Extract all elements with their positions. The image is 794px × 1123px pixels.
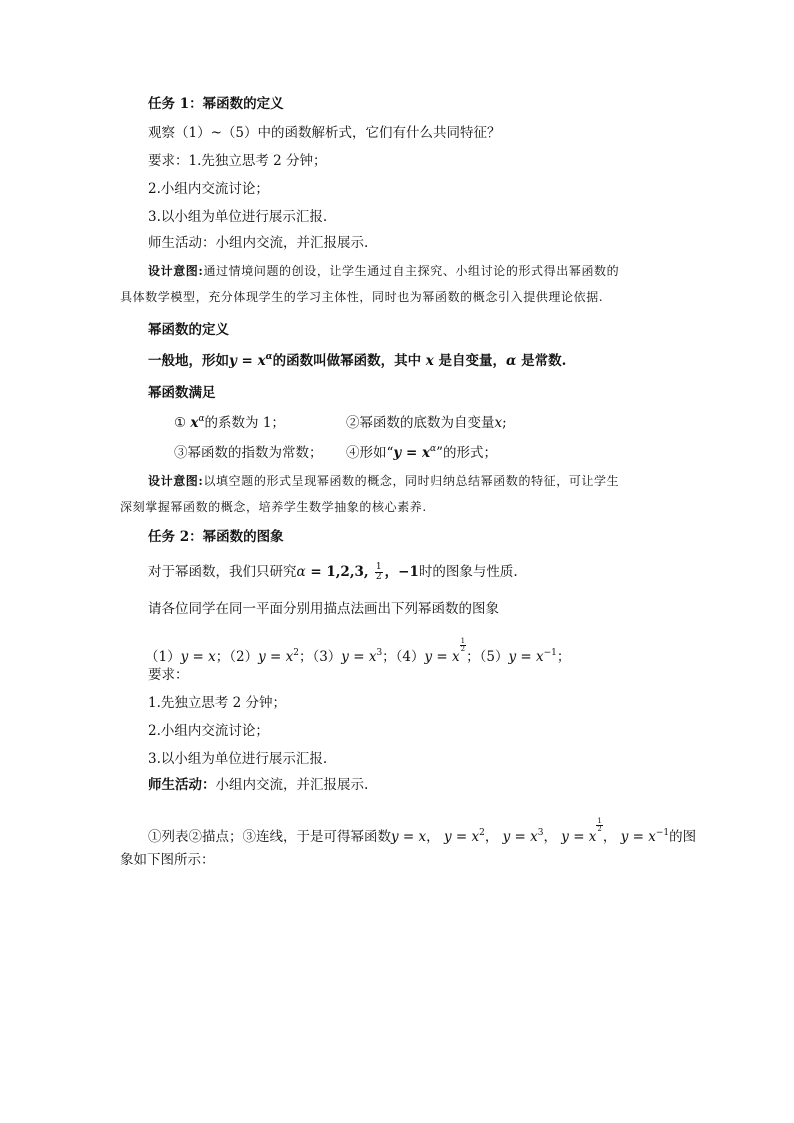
cond1-alpha: α — [198, 414, 205, 424]
task1-title: 任务 1：幂函数的定义 — [148, 96, 284, 112]
graph-fn-4: y = x — [561, 829, 597, 845]
design-label: 设计意图: — [148, 264, 204, 278]
activity-text: 小组内交流，并汇报展示. — [215, 777, 369, 793]
steps-text: ①列表②描点；③连线，于是可得幂函数 — [148, 829, 391, 845]
definition-text-a: 一般地，形如 — [148, 353, 229, 369]
formula-eq: = — [236, 353, 258, 369]
activity-label: 师生活动： — [148, 235, 216, 251]
cond2-end: ; — [502, 415, 507, 431]
task2-study — [148, 563, 518, 582]
function-4-exponent: $\frac{1}{2}$ — [460, 637, 466, 653]
study-text-b: 时的图象与性质. — [418, 564, 518, 580]
graph-fn-4-exponent: $\frac{1}{2}$ — [597, 817, 602, 833]
graph-fn-5: y = x — [620, 829, 656, 845]
study-values: = 1,2,3, — [305, 564, 369, 580]
cond2-x: x — [494, 415, 503, 431]
var-x: x — [425, 353, 434, 369]
task2-steps: ①列表②描点；③连线，于是可得幂函数y = x， $y = x^2$， $y = x^3$， y = x $\frac{1}{2}$ ， $y = x^{-1}$的图 — [148, 817, 697, 845]
satisfy-heading: 幂函数满足 — [148, 385, 216, 401]
cond4-alpha: α — [430, 444, 437, 454]
definition-design-intent-line1 — [148, 472, 619, 490]
task1-observe: 观察（1）~（5）中的函数解析式，它们有什么共同特征？ — [148, 125, 501, 141]
definition-text-d: 是常数. — [521, 353, 567, 369]
activity-text: 小组内交流，并汇报展示. — [215, 235, 369, 251]
task1-requirement-1: 要求：1.先独立思考 2 分钟； — [148, 153, 327, 169]
study-text-a: 对于幂函数，我们只研究 — [148, 564, 297, 580]
task1-design-intent-line1 — [148, 262, 619, 280]
task1-requirement-3: 3.以小组为单位进行展示汇报. — [148, 209, 328, 225]
task2-requirement-3: 3.以小组为单位进行展示汇报. — [148, 751, 328, 767]
formula-y: y — [229, 353, 237, 369]
function-list: （1）y = x；$(2)y = x^2$；$(3)y = x^3$；（4）y = x $\frac{1}{2}$ ；$(5)y = x^{-1}$； — [145, 637, 571, 665]
var-alpha: α — [506, 353, 517, 369]
formula-x: x — [257, 353, 266, 369]
cond1-text: 的系数为 1； — [204, 415, 285, 431]
cond4-text-a: ④形如“ — [346, 445, 394, 461]
graph-fn-3: y = x — [502, 829, 538, 845]
condition-2 — [346, 414, 507, 432]
study-neg: ，−1 — [384, 564, 419, 580]
function-1: y = x — [180, 649, 216, 665]
cond4-text-b: ”的形式； — [436, 445, 497, 461]
cond1-num: ① — [174, 415, 187, 431]
task2-req-heading: 要求： — [148, 667, 189, 683]
steps-end: 的图 — [669, 829, 697, 845]
design-text: 以填空题的形式呈现幂函数的概念，同时归纳总结幂函数的特征，可让学生 — [203, 474, 620, 488]
design-label: 设计意图: — [148, 474, 204, 488]
graph-fn-1: y = x — [391, 829, 427, 845]
definition-text — [148, 352, 566, 370]
task2-title: 任务 2：幂函数的图象 — [148, 529, 284, 545]
task1-design-intent-line2: 具体数学模型，充分体现学生的学习主体性，同时也为幂函数的概念引入提供理论依据. — [120, 290, 604, 304]
function-4: y = x — [424, 649, 460, 665]
condition-4 — [346, 444, 497, 462]
definition-design-intent-line2: 深刻掌握幂函数的概念，培养学生数学抽象的核心素养. — [120, 500, 427, 514]
task2-requirement-2: 2.小组内交流讨论； — [148, 723, 269, 739]
task2-steps-line2: 象如下图所示： — [120, 852, 215, 868]
study-alpha: α — [296, 564, 306, 580]
task2-activity — [148, 776, 368, 794]
design-text: 通过情境问题的创设，让学生通过自主探究、小组讨论的形式得出幂函数的 — [203, 264, 620, 278]
condition-1 — [174, 414, 285, 432]
study-fraction: $\frac{1}{2}$ — [375, 562, 382, 582]
definition-heading: 幂函数的定义 — [148, 322, 229, 338]
function-5: y = x — [508, 649, 544, 665]
task2-requirement-1: 1.先独立思考 2 分钟； — [148, 695, 287, 711]
condition-3: ③幂函数的指数为常数； — [174, 445, 323, 461]
task2-draw-instruction: 请各位同学在同一平面分别用描点法画出下列幂函数的图象 — [148, 601, 499, 617]
task1-activity — [148, 234, 368, 252]
graph-fn-2: y = x — [443, 829, 480, 845]
function-2: y = x — [258, 649, 294, 665]
task1-requirement-2: 2.小组内交流讨论； — [148, 181, 269, 197]
activity-label: 师生活动： — [148, 777, 216, 793]
cond2-text: ②幂函数的底数为自变量 — [346, 415, 495, 431]
cond1-x: x — [190, 415, 199, 431]
definition-text-c: 是自变量， — [438, 353, 507, 369]
cond4-formula: y = x — [393, 445, 431, 461]
function-3: y = x — [341, 649, 377, 665]
definition-text-b: 的函数叫做幂函数，其中 — [272, 353, 422, 369]
formula-alpha: α — [265, 352, 273, 362]
